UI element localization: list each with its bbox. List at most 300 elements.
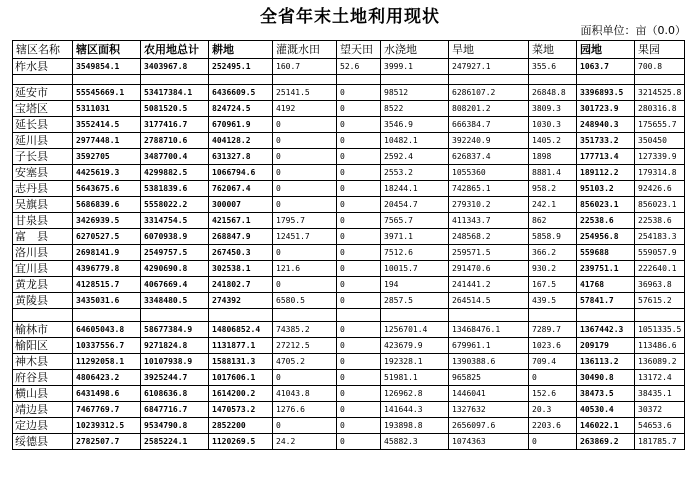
value-cell: 0 [337, 434, 381, 450]
value-cell: 10482.1 [381, 133, 449, 149]
value-cell: 259571.5 [449, 245, 529, 261]
empty-cell [529, 309, 577, 322]
value-cell: 13468476.1 [449, 322, 529, 338]
value-cell: 241802.7 [209, 277, 273, 293]
value-cell: 4067669.4 [141, 277, 209, 293]
value-cell: 6847716.7 [141, 402, 209, 418]
table-row [13, 117, 685, 133]
value-cell: 3809.3 [529, 101, 577, 117]
table-row [13, 338, 685, 354]
value-cell: 1055360 [449, 165, 529, 181]
value-cell: 5858.9 [529, 229, 577, 245]
table-row [13, 418, 685, 434]
table-row [13, 261, 685, 277]
table-row [13, 370, 685, 386]
empty-cell [337, 75, 381, 85]
value-cell: 193898.8 [381, 418, 449, 434]
value-cell: 1066794.6 [209, 165, 273, 181]
value-cell: 0 [273, 149, 337, 165]
table-row [13, 354, 685, 370]
blank-row [13, 75, 685, 85]
value-cell: 6286107.2 [449, 85, 529, 101]
value-cell: 6108636.8 [141, 386, 209, 402]
empty-cell [273, 309, 337, 322]
value-cell: 0 [337, 149, 381, 165]
value-cell: 1446041 [449, 386, 529, 402]
value-cell: 3925244.7 [141, 370, 209, 386]
value-cell: 136113.2 [577, 354, 635, 370]
value-cell: 209179 [577, 338, 635, 354]
value-cell: 2857.5 [381, 293, 449, 309]
value-cell: 742865.1 [449, 181, 529, 197]
value-cell: 1470573.2 [209, 402, 273, 418]
value-cell: 0 [337, 418, 381, 434]
value-cell: 0 [337, 181, 381, 197]
region-name-cell: 安塞县 [13, 165, 73, 181]
value-cell: 10239312.5 [73, 418, 141, 434]
table-row [13, 181, 685, 197]
empty-cell [577, 75, 635, 85]
region-name-cell: 吴旗县 [13, 197, 73, 213]
value-cell: 0 [337, 386, 381, 402]
table-row [13, 229, 685, 245]
value-cell: 247927.1 [449, 59, 529, 75]
value-cell: 10107938.9 [141, 354, 209, 370]
value-cell: 2852200 [209, 418, 273, 434]
value-cell: 8881.4 [529, 165, 577, 181]
value-cell: 254956.8 [577, 229, 635, 245]
region-name-cell: 黄陵县 [13, 293, 73, 309]
empty-cell [381, 75, 449, 85]
blank-row [13, 309, 685, 322]
value-cell: 38473.5 [577, 386, 635, 402]
empty-cell [273, 75, 337, 85]
value-cell: 57841.7 [577, 293, 635, 309]
value-cell: 4192 [273, 101, 337, 117]
value-cell: 2656097.6 [449, 418, 529, 434]
value-cell: 18244.1 [381, 181, 449, 197]
value-cell: 6070938.9 [141, 229, 209, 245]
value-cell: 7512.6 [381, 245, 449, 261]
value-cell: 5686839.6 [73, 197, 141, 213]
empty-cell [577, 309, 635, 322]
value-cell: 930.2 [529, 261, 577, 277]
value-cell: 3546.9 [381, 117, 449, 133]
value-cell: 1051335.5 [635, 322, 685, 338]
region-name-cell: 延川县 [13, 133, 73, 149]
value-cell: 3971.1 [381, 229, 449, 245]
value-cell: 0 [337, 229, 381, 245]
value-cell: 0 [337, 133, 381, 149]
value-cell: 302538.1 [209, 261, 273, 277]
value-cell: 12451.7 [273, 229, 337, 245]
table-row [13, 434, 685, 450]
table-row [13, 149, 685, 165]
unit-label: 面积单位：亩（0.0） [580, 24, 686, 37]
value-cell: 3549854.1 [73, 59, 141, 75]
value-cell: 0 [337, 101, 381, 117]
table-row [13, 213, 685, 229]
table-row [13, 101, 685, 117]
value-cell: 0 [337, 402, 381, 418]
value-cell: 4705.2 [273, 354, 337, 370]
region-name-cell: 榆阳区 [13, 338, 73, 354]
value-cell: 404128.2 [209, 133, 273, 149]
value-cell: 14806852.4 [209, 322, 273, 338]
value-cell: 239751.1 [577, 261, 635, 277]
value-cell: 6580.5 [273, 293, 337, 309]
value-cell: 52.6 [337, 59, 381, 75]
value-cell: 3396893.5 [577, 85, 635, 101]
page-title: 全省年末土地利用现状 [260, 7, 440, 27]
value-cell: 1120269.5 [209, 434, 273, 450]
value-cell: 709.4 [529, 354, 577, 370]
column-header: 水浇地 [381, 41, 449, 59]
region-name-cell: 黄龙县 [13, 277, 73, 293]
value-cell: 0 [337, 117, 381, 133]
value-cell: 5643675.6 [73, 181, 141, 197]
value-cell: 13172.4 [635, 370, 685, 386]
table-row [13, 293, 685, 309]
table-body [13, 59, 685, 450]
value-cell: 3403967.8 [141, 59, 209, 75]
value-cell: 666384.7 [449, 117, 529, 133]
value-cell: 160.7 [273, 59, 337, 75]
value-cell: 1063.7 [577, 59, 635, 75]
value-cell: 9534790.8 [141, 418, 209, 434]
value-cell: 4425619.3 [73, 165, 141, 181]
value-cell: 631327.8 [209, 149, 273, 165]
value-cell: 6436609.5 [209, 85, 273, 101]
value-cell: 9271824.8 [141, 338, 209, 354]
value-cell: 856023.1 [635, 197, 685, 213]
value-cell: 36963.8 [635, 277, 685, 293]
value-cell: 3552414.5 [73, 117, 141, 133]
value-cell: 0 [337, 165, 381, 181]
value-cell: 7565.7 [381, 213, 449, 229]
value-cell: 355.6 [529, 59, 577, 75]
value-cell: 2977448.1 [73, 133, 141, 149]
value-cell: 113486.6 [635, 338, 685, 354]
value-cell: 268847.9 [209, 229, 273, 245]
region-name-cell: 绥德县 [13, 434, 73, 450]
value-cell: 4396779.8 [73, 261, 141, 277]
value-cell: 0 [273, 197, 337, 213]
value-cell: 0 [337, 213, 381, 229]
value-cell: 248568.2 [449, 229, 529, 245]
value-cell: 5558022.2 [141, 197, 209, 213]
column-header: 辖区面积 [73, 41, 141, 59]
value-cell: 0 [273, 165, 337, 181]
table-row [13, 133, 685, 149]
value-cell: 22538.6 [635, 213, 685, 229]
region-name-cell: 甘泉县 [13, 213, 73, 229]
value-cell: 1898 [529, 149, 577, 165]
value-cell: 20.3 [529, 402, 577, 418]
value-cell: 1367442.3 [577, 322, 635, 338]
value-cell: 856023.1 [577, 197, 635, 213]
table-row [13, 402, 685, 418]
empty-cell [73, 75, 141, 85]
value-cell: 127339.9 [635, 149, 685, 165]
value-cell: 2782507.7 [73, 434, 141, 450]
region-name-cell: 定边县 [13, 418, 73, 434]
table-row [13, 386, 685, 402]
value-cell: 254183.3 [635, 229, 685, 245]
column-header: 果园 [635, 41, 685, 59]
table-row [13, 197, 685, 213]
value-cell: 27212.5 [273, 338, 337, 354]
value-cell: 152.6 [529, 386, 577, 402]
value-cell: 41043.8 [273, 386, 337, 402]
value-cell: 264514.5 [449, 293, 529, 309]
empty-cell [141, 75, 209, 85]
value-cell: 4299882.5 [141, 165, 209, 181]
value-cell: 38435.1 [635, 386, 685, 402]
value-cell: 3214525.8 [635, 85, 685, 101]
table-row [13, 85, 685, 101]
value-cell: 179314.8 [635, 165, 685, 181]
value-cell: 3435031.6 [73, 293, 141, 309]
value-cell: 5381839.6 [141, 181, 209, 197]
value-cell: 0 [337, 245, 381, 261]
region-name-cell: 延安市 [13, 85, 73, 101]
value-cell: 679961.1 [449, 338, 529, 354]
value-cell: 2788710.6 [141, 133, 209, 149]
empty-cell [635, 75, 685, 85]
empty-cell [449, 309, 529, 322]
region-name-cell: 延长县 [13, 117, 73, 133]
value-cell: 2585224.1 [141, 434, 209, 450]
column-header: 耕地 [209, 41, 273, 59]
value-cell: 5081520.5 [141, 101, 209, 117]
value-cell: 167.5 [529, 277, 577, 293]
value-cell: 958.2 [529, 181, 577, 197]
value-cell: 351733.2 [577, 133, 635, 149]
value-cell: 0 [337, 338, 381, 354]
value-cell: 1795.7 [273, 213, 337, 229]
value-cell: 3999.1 [381, 59, 449, 75]
value-cell: 0 [273, 245, 337, 261]
value-cell: 222640.1 [635, 261, 685, 277]
value-cell: 192328.1 [381, 354, 449, 370]
value-cell: 300007 [209, 197, 273, 213]
column-header: 灌溉水田 [273, 41, 337, 59]
value-cell: 2698141.9 [73, 245, 141, 261]
column-header: 园地 [577, 41, 635, 59]
value-cell: 1588131.3 [209, 354, 273, 370]
value-cell: 862 [529, 213, 577, 229]
region-name-cell: 靖边县 [13, 402, 73, 418]
region-name-cell: 洛川县 [13, 245, 73, 261]
table-header [13, 41, 685, 59]
value-cell: 1405.2 [529, 133, 577, 149]
region-name-cell: 子长县 [13, 149, 73, 165]
value-cell: 366.2 [529, 245, 577, 261]
value-cell: 291470.6 [449, 261, 529, 277]
value-cell: 700.8 [635, 59, 685, 75]
empty-cell [209, 309, 273, 322]
value-cell: 241441.2 [449, 277, 529, 293]
value-cell: 51981.1 [381, 370, 449, 386]
empty-cell [635, 309, 685, 322]
region-name-cell: 宝塔区 [13, 101, 73, 117]
value-cell: 7467769.7 [73, 402, 141, 418]
value-cell: 423679.9 [381, 338, 449, 354]
value-cell: 8522 [381, 101, 449, 117]
value-cell: 1276.6 [273, 402, 337, 418]
value-cell: 2549757.5 [141, 245, 209, 261]
value-cell: 40530.4 [577, 402, 635, 418]
value-cell: 0 [273, 133, 337, 149]
value-cell: 411343.7 [449, 213, 529, 229]
column-header: 菜地 [529, 41, 577, 59]
empty-cell [13, 309, 73, 322]
value-cell: 194 [381, 277, 449, 293]
value-cell: 824724.5 [209, 101, 273, 117]
value-cell: 0 [273, 370, 337, 386]
land-use-table [12, 40, 685, 450]
value-cell: 136089.2 [635, 354, 685, 370]
value-cell: 25141.5 [273, 85, 337, 101]
value-cell: 0 [273, 117, 337, 133]
value-cell: 1390388.6 [449, 354, 529, 370]
table-row [13, 59, 685, 75]
value-cell: 121.6 [273, 261, 337, 277]
value-cell: 0 [529, 434, 577, 450]
value-cell: 3314754.5 [141, 213, 209, 229]
empty-cell [381, 309, 449, 322]
value-cell: 263869.2 [577, 434, 635, 450]
value-cell: 1030.3 [529, 117, 577, 133]
table-row [13, 245, 685, 261]
column-header: 辖区名称 [13, 41, 73, 59]
value-cell: 22538.6 [577, 213, 635, 229]
empty-cell [337, 309, 381, 322]
value-cell: 0 [273, 277, 337, 293]
value-cell: 4128515.7 [73, 277, 141, 293]
value-cell: 670961.9 [209, 117, 273, 133]
region-name-cell: 榆林市 [13, 322, 73, 338]
value-cell: 267450.3 [209, 245, 273, 261]
value-cell: 1023.6 [529, 338, 577, 354]
value-cell: 0 [337, 85, 381, 101]
value-cell: 126962.8 [381, 386, 449, 402]
value-cell: 2203.6 [529, 418, 577, 434]
value-cell: 3348480.5 [141, 293, 209, 309]
value-cell: 95103.2 [577, 181, 635, 197]
value-cell: 1256701.4 [381, 322, 449, 338]
column-header: 旱地 [449, 41, 529, 59]
table-row [13, 322, 685, 338]
value-cell: 189112.2 [577, 165, 635, 181]
value-cell: 3487700.4 [141, 149, 209, 165]
value-cell: 0 [273, 181, 337, 197]
value-cell: 53417384.1 [141, 85, 209, 101]
value-cell: 0 [337, 370, 381, 386]
region-name-cell: 宜川县 [13, 261, 73, 277]
region-name-cell: 神木县 [13, 354, 73, 370]
value-cell: 301723.9 [577, 101, 635, 117]
value-cell: 559057.9 [635, 245, 685, 261]
value-cell: 26848.8 [529, 85, 577, 101]
value-cell: 2553.2 [381, 165, 449, 181]
value-cell: 4290690.8 [141, 261, 209, 277]
value-cell: 6431498.6 [73, 386, 141, 402]
value-cell: 10015.7 [381, 261, 449, 277]
table-row [13, 165, 685, 181]
value-cell: 5311031 [73, 101, 141, 117]
value-cell: 274392 [209, 293, 273, 309]
value-cell: 11292058.1 [73, 354, 141, 370]
empty-cell [449, 75, 529, 85]
empty-cell [13, 75, 73, 85]
value-cell: 92426.6 [635, 181, 685, 197]
region-name-cell: 横山县 [13, 386, 73, 402]
empty-cell [209, 75, 273, 85]
value-cell: 2592.4 [381, 149, 449, 165]
value-cell: 7289.7 [529, 322, 577, 338]
value-cell: 3592705 [73, 149, 141, 165]
value-cell: 0 [273, 418, 337, 434]
value-cell: 175655.7 [635, 117, 685, 133]
value-cell: 45882.3 [381, 434, 449, 450]
value-cell: 1327632 [449, 402, 529, 418]
value-cell: 74385.2 [273, 322, 337, 338]
value-cell: 559688 [577, 245, 635, 261]
value-cell: 20454.7 [381, 197, 449, 213]
value-cell: 58677384.9 [141, 322, 209, 338]
value-cell: 439.5 [529, 293, 577, 309]
value-cell: 421567.1 [209, 213, 273, 229]
empty-cell [529, 75, 577, 85]
value-cell: 64605043.8 [73, 322, 141, 338]
value-cell: 762067.4 [209, 181, 273, 197]
value-cell: 965825 [449, 370, 529, 386]
value-cell: 1074363 [449, 434, 529, 450]
value-cell: 181785.7 [635, 434, 685, 450]
value-cell: 1131877.1 [209, 338, 273, 354]
value-cell: 242.1 [529, 197, 577, 213]
value-cell: 3177416.7 [141, 117, 209, 133]
value-cell: 24.2 [273, 434, 337, 450]
empty-cell [73, 309, 141, 322]
column-header: 农用地总计 [141, 41, 209, 59]
value-cell: 0 [337, 277, 381, 293]
value-cell: 1017606.1 [209, 370, 273, 386]
value-cell: 0 [337, 261, 381, 277]
value-cell: 6270527.5 [73, 229, 141, 245]
value-cell: 57615.2 [635, 293, 685, 309]
region-name-cell: 志丹县 [13, 181, 73, 197]
value-cell: 392240.9 [449, 133, 529, 149]
value-cell: 98512 [381, 85, 449, 101]
value-cell: 41768 [577, 277, 635, 293]
value-cell: 808201.2 [449, 101, 529, 117]
value-cell: 626837.4 [449, 149, 529, 165]
value-cell: 54653.6 [635, 418, 685, 434]
region-name-cell: 富 县 [13, 229, 73, 245]
table-row [13, 277, 685, 293]
value-cell: 177713.4 [577, 149, 635, 165]
empty-cell [141, 309, 209, 322]
header-row [13, 41, 685, 59]
value-cell: 30490.8 [577, 370, 635, 386]
value-cell: 10337556.7 [73, 338, 141, 354]
region-name-cell: 柞水县 [13, 59, 73, 75]
value-cell: 146022.1 [577, 418, 635, 434]
region-name-cell: 府谷县 [13, 370, 73, 386]
